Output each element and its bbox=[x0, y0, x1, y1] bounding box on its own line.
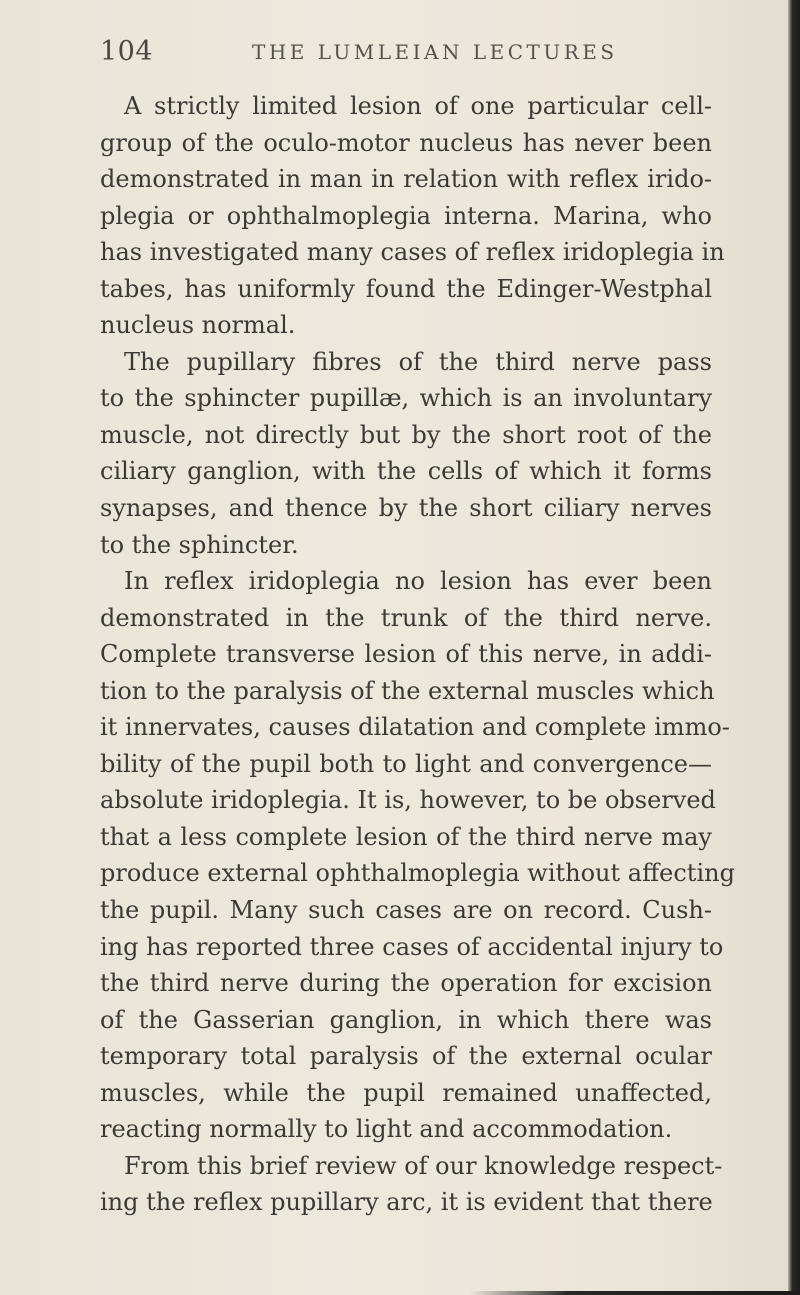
text-line: absolute iridoplegia. It is, however, to be observed bbox=[100, 786, 716, 815]
text-line: tabes, has uniformly found the Edinger-Westphal bbox=[100, 274, 712, 303]
text-line: muscles, while the pupil remained unaffected, bbox=[100, 1078, 712, 1107]
body-text bbox=[100, 88, 735, 1221]
text-line: tion to the paralysis of the external muscles which bbox=[100, 676, 715, 705]
text-line: demonstrated in man in relation with reflex irido- bbox=[100, 165, 712, 194]
book-edge-shadow bbox=[788, 0, 800, 1295]
text-line: to the sphincter. bbox=[100, 530, 299, 559]
text-line: of the Gasserian ganglion, in which there was bbox=[100, 1005, 712, 1034]
text-line: produce external ophthalmoplegia without affecting bbox=[100, 859, 735, 888]
text-line: the pupil. Many such cases are on record. Cush- bbox=[100, 896, 712, 925]
text-line: bility of the pupil both to light and convergence— bbox=[100, 749, 712, 778]
text-line: Complete transverse lesion of this nerve, in addi- bbox=[100, 640, 712, 669]
text-line: ing has reported three cases of accidental injury to bbox=[100, 932, 724, 961]
text-line: From this brief review of our knowledge respect- bbox=[124, 1151, 723, 1180]
text-line: In reflex iridoplegia no lesion has ever been bbox=[124, 567, 712, 596]
text-line: has investigated many cases of reflex iridoplegia in bbox=[100, 238, 725, 267]
book-bottom-edge-shadow bbox=[470, 1291, 800, 1295]
text-line: that a less complete lesion of the third nerve may bbox=[100, 822, 712, 851]
text-line: A strictly limited lesion of one particular cell- bbox=[124, 92, 712, 120]
text-line: nucleus normal. bbox=[100, 311, 296, 340]
running-title: THE LUMLEIAN LECTURES bbox=[252, 40, 618, 64]
text-line: synapses, and thence by the short ciliary nerves bbox=[100, 494, 712, 523]
text-line: plegia or ophthalmoplegia interna. Marina, who bbox=[100, 201, 712, 230]
text-line: it innervates, causes dilatation and complete immo- bbox=[100, 713, 730, 742]
page-header bbox=[100, 36, 720, 76]
text-line: The pupillary fibres of the third nerve pass bbox=[124, 347, 712, 376]
text-line: temporary total paralysis of the external ocular bbox=[100, 1042, 712, 1071]
page-number: 104 bbox=[100, 36, 154, 67]
text-line: to the sphincter pupillæ, which is an involuntary bbox=[100, 384, 712, 413]
text-line: group of the oculo-motor nucleus has never been bbox=[100, 128, 712, 157]
text-line: demonstrated in the trunk of the third nerve. bbox=[100, 603, 712, 632]
text-line: the third nerve during the operation for excision bbox=[100, 969, 712, 998]
text-line: reacting normally to light and accommodation. bbox=[100, 1115, 673, 1144]
text-line: ciliary ganglion, with the cells of which it forms bbox=[100, 457, 712, 486]
text-line: muscle, not directly but by the short root of the bbox=[100, 420, 712, 449]
text-line: ing the reflex pupillary arc, it is evident that there bbox=[100, 1188, 713, 1217]
